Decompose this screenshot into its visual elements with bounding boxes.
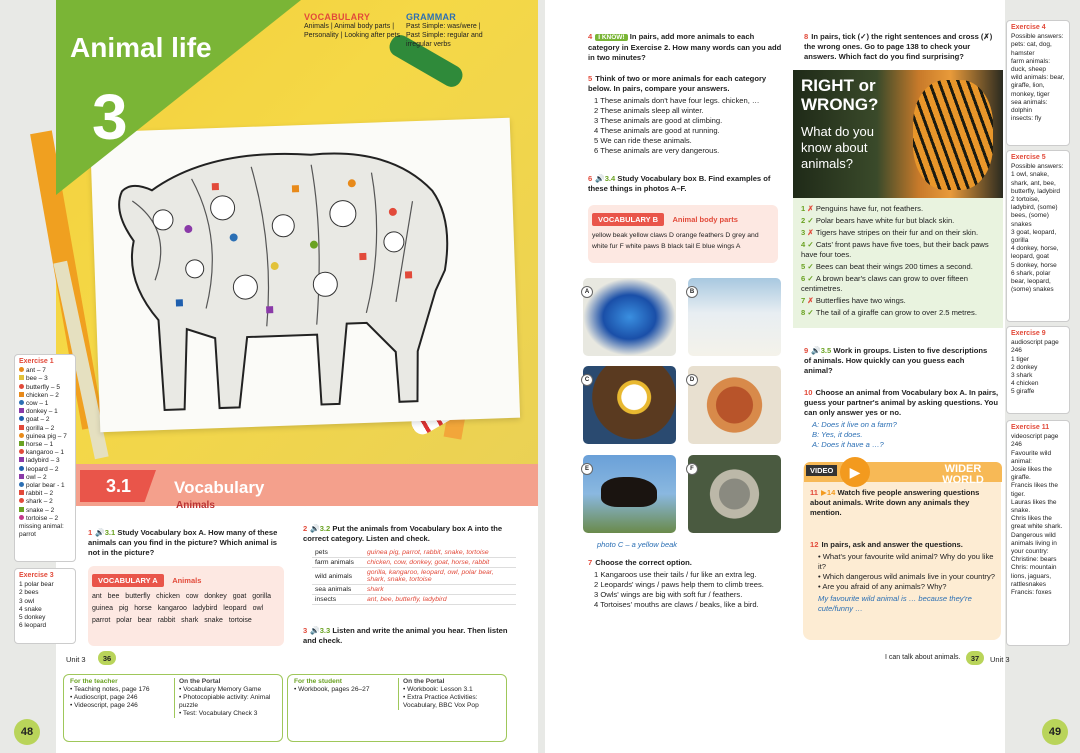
- answer-item: 4 snake: [19, 605, 42, 613]
- exercise-10: [804, 388, 1000, 450]
- exercise-instruction: In pairs, add more animals to each category in Exercise 2. How many words can you add in two minutes?: [588, 32, 782, 62]
- answer-box-exercise-5: [1006, 150, 1070, 322]
- video-icon[interactable]: ▶: [821, 488, 827, 497]
- unit-label: Unit 3: [66, 655, 86, 664]
- answer-item: Possible answers:: [1011, 33, 1064, 41]
- exercise-number: 6: [588, 174, 593, 183]
- exercise-instruction: Study Vocabulary box B. Find examples of these things in photos A–F.: [588, 174, 771, 193]
- audio-icon[interactable]: 🔊: [310, 626, 320, 635]
- play-icon[interactable]: ▶: [840, 457, 870, 487]
- exercise-8: [804, 32, 1002, 62]
- exercise-instruction: Choose an animal from Vocabulary box A. In pairs, guess your partner's animal by asking questions. You can only answer yes or no.: [804, 388, 999, 417]
- wider-world-label: WIDER WORLD: [942, 463, 984, 486]
- lesson-subtitle: Animals: [176, 500, 215, 511]
- table-row: [312, 595, 516, 605]
- exercise-number: 9: [804, 346, 809, 355]
- answer-item: Chris likes the great white shark.: [1011, 515, 1063, 531]
- exercise-number: 11: [810, 488, 819, 497]
- model-answer: My favourite wild animal is … because they're cute/funny …: [818, 594, 972, 613]
- unit-label: Unit 3: [990, 655, 1010, 664]
- audio-icon[interactable]: 🔊: [310, 524, 320, 533]
- video-label: VIDEO: [806, 465, 837, 476]
- answer-item: snake – 2: [19, 507, 71, 515]
- exercise-6: [588, 174, 786, 194]
- exercise-3: [303, 626, 508, 646]
- exercise-9: [804, 346, 994, 376]
- table-cell-answer: shark: [364, 585, 516, 595]
- exercise-instruction: Choose the correct option.: [595, 558, 692, 567]
- vocab-summary-items: Animals | Animal body parts | Personality | Looking after pets: [304, 23, 400, 39]
- table-cell-category: farm animals: [312, 558, 364, 568]
- dialog-line: B: Yes, it does.: [812, 430, 863, 439]
- category-table: [312, 548, 516, 605]
- exercise-instruction: Work in groups. Listen to five descriptions of animals. How quickly can you guess each animal?: [804, 346, 988, 375]
- lesson-number: 3.1: [106, 476, 132, 496]
- answer-box-exercise-11: [1006, 420, 1070, 646]
- color-marker: [19, 490, 24, 495]
- color-marker: [19, 449, 24, 454]
- list-item: 5 ✓ Bees can beat their wings 200 times a second.: [801, 262, 973, 271]
- color-marker: [19, 482, 24, 487]
- answer-item: 6 leopard: [19, 622, 47, 630]
- answer-item: 6 shark, polar bear, leopard, (some) snakes: [1011, 269, 1054, 294]
- footer-title: For the teacher: [70, 678, 118, 685]
- answer-item: goat – 2: [19, 416, 71, 424]
- answer-item: rabbit – 2: [19, 490, 71, 498]
- color-marker: [19, 400, 24, 405]
- answer-item: 3 shark: [1011, 372, 1033, 380]
- exercise-number: 3: [303, 626, 308, 635]
- audio-track[interactable]: 3.1: [104, 528, 116, 537]
- footer-item: • Audioscript, page 246: [70, 694, 138, 701]
- footer-item: • Test: Vocabulary Check 3: [179, 710, 258, 717]
- drawing-paper: [90, 118, 520, 432]
- i-know-badge: I KNOW!: [595, 34, 627, 41]
- list-item: 3 Owls' wings are big with soft fur / feathers.: [594, 590, 743, 599]
- exercise-instruction: Think of two or more animals for each category below. In pairs, compare your answers.: [588, 74, 767, 93]
- exercise-number: 4: [588, 32, 593, 41]
- footer-item: • Workbook, pages 26–27: [294, 686, 370, 693]
- footer-item: • Photocopiable activity: Animal puzzle: [179, 694, 271, 709]
- answer-box-exercise-3: [14, 568, 76, 644]
- exercise-5: [588, 74, 786, 156]
- teacher-page-number: 48: [14, 719, 40, 745]
- photo-caption: photo C – a yellow beak: [597, 540, 678, 549]
- answer-item: insects: fly: [1011, 115, 1042, 123]
- vocab-box-words: yellow beak yellow claws D orange feathers D grey and white fur F white paws B black tail E blue wings A: [592, 232, 759, 250]
- answer-item: sea animals: dolphin: [1011, 98, 1048, 115]
- answer-item: Christine: bears: [1011, 556, 1057, 564]
- list-item: 5 We can ride these animals.: [594, 136, 692, 145]
- vocab-box-label: VOCABULARY B: [592, 213, 664, 226]
- tiger-illustration: [913, 80, 993, 190]
- answer-item: videoscript page 246: [1011, 433, 1059, 449]
- exercise-number: 7: [588, 558, 593, 567]
- list-item: 3 These animals are good at climbing.: [594, 116, 723, 125]
- photo-label: B: [686, 286, 698, 298]
- photo-wolf: [688, 455, 781, 533]
- answer-item: farm animals: duck, sheep: [1011, 57, 1051, 74]
- color-marker: [19, 474, 24, 479]
- color-marker: [19, 433, 24, 438]
- vocabulary-box-b: [588, 205, 778, 263]
- teacher-page-number: 49: [1042, 719, 1068, 745]
- tick-icon: ✓: [807, 308, 816, 317]
- table-cell-category: sea animals: [312, 585, 364, 595]
- answer-box-exercise-9: [1006, 326, 1070, 414]
- table-cell-category: wild animals: [312, 568, 364, 585]
- student-footer: [287, 674, 507, 742]
- list-item: • Are you afraid of any animals? Why?: [818, 582, 947, 591]
- exercise-instruction: Listen and write the animal you hear. Then listen and check.: [303, 626, 508, 645]
- answer-item: gorilla – 2: [19, 425, 71, 433]
- tick-icon: ✓: [807, 216, 816, 225]
- exercise-instruction: In pairs, tick (✓) the right sentences and cross (✗) the wrong ones. Go to page 138 to check your answers. Which fact do you find surprising?: [804, 32, 993, 61]
- table-row: [312, 548, 516, 558]
- grammar-summary-items: Past Simple: was/were | Past Simple: regular and irregular verbs: [406, 23, 483, 48]
- answer-item: cow – 1: [19, 400, 71, 408]
- list-item: 6 These animals are very dangerous.: [594, 146, 720, 155]
- photo-label: F: [686, 463, 698, 475]
- answer-item: 2 tortoise, ladybird, (some) bees, (some) snakes: [1011, 196, 1058, 228]
- unit-title: Animal life: [70, 32, 212, 63]
- footer-item: • Extra Practice Activities: Vocabulary, BBC Vox Pop: [403, 694, 479, 709]
- answer-box-exercise-1: [14, 354, 76, 562]
- photo-chicken: [688, 366, 781, 444]
- list-item: 7 ✗ Butterflies have two wings.: [801, 296, 906, 305]
- exercise-instruction: Put the animals from Vocabulary box A into the correct category. Listen and check.: [303, 524, 503, 543]
- exercise-number: 5: [588, 74, 593, 83]
- answer-box-title: Exercise 11: [1011, 424, 1050, 431]
- footer-item: • Videoscript, page 246: [70, 702, 138, 709]
- exercise-number: 1: [88, 528, 93, 537]
- vocab-box-title: Animals: [172, 576, 202, 585]
- footer-title: On the Portal: [179, 678, 221, 685]
- audio-icon[interactable]: 🔊: [811, 346, 821, 355]
- answer-item: shark – 2: [19, 498, 71, 506]
- vocab-box-title: Animal body parts: [672, 215, 738, 224]
- answer-item: 5 giraffe: [1011, 388, 1035, 396]
- grammar-summary: [406, 12, 496, 49]
- answer-item: missing animal: parrot: [19, 523, 64, 539]
- cross-icon: ✗: [807, 296, 816, 305]
- footer-item: • Workbook: Lesson 3.1: [403, 686, 473, 693]
- right-or-wrong-subtitle: What do you know about animals?: [801, 124, 874, 171]
- exercise-instruction: Study Vocabulary box A. How many of these animals can you find in the picture? Which animal is not in the picture?: [88, 528, 278, 557]
- table-cell-answer: ant, bee, butterfly, ladybird: [364, 595, 516, 605]
- vocab-box-words: ant bee butterfly chicken cow donkey goat gorilla guinea pig horse kangaroo ladybird leopard owl parrot polar bear rabbit shark snake tortoise: [92, 593, 271, 624]
- can-do-statement: I can talk about animals.: [885, 654, 961, 661]
- color-marker: [19, 392, 24, 397]
- cross-icon: ✗: [807, 204, 816, 213]
- exercise-4: [588, 32, 786, 63]
- animal-collage-cow-drawing: [90, 118, 520, 432]
- list-item: 4 These animals are good at running.: [594, 126, 720, 135]
- table-cell-category: pets: [312, 548, 364, 558]
- unit-footer-left: [66, 655, 86, 664]
- list-item: 1 These animals don't have four legs. chicken, …: [594, 96, 760, 105]
- photo-horse: [583, 455, 676, 533]
- teacher-footer: [63, 674, 283, 742]
- exercise-instruction: In pairs, ask and answer the questions.: [821, 540, 963, 549]
- list-item: 8 ✓ The tail of a giraffe can grow to over 2.5 metres.: [801, 308, 977, 317]
- answer-item: owl – 2: [19, 474, 71, 482]
- photo-label: A: [581, 286, 593, 298]
- tick-icon: ✓: [807, 240, 816, 249]
- list-item: 2 These animals sleep all winter.: [594, 106, 704, 115]
- answer-item: 1 owl, snake, shark, ant, bee, butterfly, ladybird: [1011, 171, 1061, 195]
- vocabulary-box-a: [88, 566, 284, 646]
- answer-item: ladybird – 3: [19, 457, 71, 465]
- answer-box-title: Exercise 3: [19, 572, 54, 579]
- answer-item: 5 donkey, horse: [1011, 261, 1057, 269]
- answer-item: Lauras likes the snake.: [1011, 498, 1057, 515]
- answer-item: ant – 7: [19, 367, 71, 375]
- right-or-wrong-list: [793, 198, 1003, 328]
- answer-box-title: Exercise 9: [1011, 330, 1046, 337]
- exercise-12: [810, 540, 998, 614]
- answer-item: 2 donkey: [1011, 363, 1038, 371]
- book-page-number: 36: [98, 651, 116, 665]
- list-item: 6 ✓ A brown bear's claws can grow to over fifteen centimetres.: [801, 274, 968, 293]
- photo-butterfly: [583, 278, 676, 356]
- video-track[interactable]: 14: [826, 488, 836, 497]
- grammar-summary-label: GRAMMAR: [406, 12, 457, 22]
- list-item: 4 Tortoises' mouths are claws / beaks, like a bird.: [594, 600, 759, 609]
- color-marker: [19, 441, 24, 446]
- table-row: [312, 568, 516, 585]
- table-cell-answer: chicken, cow, donkey, goat, horse, rabbit: [364, 558, 516, 568]
- color-marker: [19, 375, 24, 380]
- footer-title: For the student: [294, 678, 342, 685]
- tiger-photo: [793, 70, 1003, 198]
- table-cell-answer: guinea pig, parrot, rabbit, snake, tortoise: [364, 548, 516, 558]
- vocab-summary-label: VOCABULARY: [304, 12, 371, 22]
- table-row: [312, 585, 516, 595]
- exercise-11: [810, 488, 994, 518]
- footer-title: On the Portal: [403, 678, 445, 685]
- exercise-number: 12: [810, 540, 819, 549]
- answer-item: guinea pig – 7: [19, 433, 71, 441]
- answer-item: butterfly – 5: [19, 384, 71, 392]
- audio-track[interactable]: 3.5: [820, 346, 832, 355]
- answer-item: polar bear - 1: [19, 482, 71, 490]
- audio-track[interactable]: 3.4: [604, 174, 616, 183]
- photo-label: D: [686, 374, 698, 386]
- answer-item: 5 donkey: [19, 614, 46, 622]
- cross-icon: ✗: [807, 228, 816, 237]
- color-marker: [19, 466, 24, 471]
- answer-box-title: Exercise 1: [19, 358, 54, 365]
- list-item: • Which dangerous wild animals live in your country?: [818, 572, 995, 581]
- answer-item: Francis likes the tiger.: [1011, 482, 1058, 498]
- answer-item: 3 owl: [19, 597, 35, 605]
- answer-item: donkey – 1: [19, 408, 71, 416]
- vocab-box-label: VOCABULARY A: [92, 574, 164, 587]
- list-item: 3 ✗ Tigers have stripes on their fur and on their skin.: [801, 228, 979, 237]
- answer-item: tortoise – 2: [19, 515, 71, 523]
- answer-item: wild animals: bear, giraffe, lion, monkey, tiger: [1011, 74, 1065, 98]
- photo-eagle: [583, 366, 676, 444]
- table-cell-category: insects: [312, 595, 364, 605]
- list-item: • What's your favourite wild animal? Why do you like it?: [818, 552, 994, 571]
- answer-item: chicken – 2: [19, 392, 71, 400]
- list-item: 1 Kangaroos use their tails / fur like an extra leg.: [594, 570, 757, 579]
- audio-track[interactable]: 3.2: [319, 524, 331, 533]
- answer-item: 3 goat, leopard, gorilla: [1011, 228, 1057, 245]
- exercise-number: 2: [303, 524, 308, 533]
- list-item: 2 ✓ Polar bears have white fur but black skin.: [801, 216, 955, 225]
- answer-item: Chris: mountain lions, jaguars, rattlesnakes: [1011, 564, 1057, 588]
- color-marker: [19, 507, 24, 512]
- lesson-title: Vocabulary: [174, 478, 265, 497]
- answer-item: Josie likes the giraffe.: [1011, 466, 1052, 482]
- color-marker: [19, 367, 24, 372]
- color-marker: [19, 498, 24, 503]
- answer-box-title: Exercise 4: [1011, 24, 1046, 31]
- answer-item: leopard – 2: [19, 466, 71, 474]
- color-marker: [19, 515, 24, 520]
- answer-item: Favourite wild animal:: [1011, 449, 1052, 465]
- dialog-line: A: Does it have a …?: [812, 440, 884, 449]
- vocab-summary: [304, 12, 400, 40]
- answer-item: 1 tiger: [1011, 355, 1030, 363]
- color-marker: [19, 408, 24, 413]
- footer-item: • Teaching notes, page 176: [70, 686, 150, 693]
- answer-item: 4 chicken: [1011, 380, 1039, 388]
- answer-item: 1 polar bear: [19, 581, 54, 589]
- exercise-number: 10: [804, 388, 813, 397]
- answer-item: 4 donkey, horse, leopard, goat: [1011, 245, 1059, 261]
- list-item: 1 ✗ Penguins have fur, not feathers.: [801, 204, 924, 213]
- table-cell-answer: gorilla, kangaroo, leopard, owl, polar bear, shark, snake, tortoise: [364, 568, 516, 585]
- answer-item: Dangerous wild animals living in your country:: [1011, 531, 1057, 556]
- list-item: 4 ✓ Cats' front paws have five toes, but their back paws have four toes.: [801, 240, 989, 259]
- answer-item: pets: cat, dog, hamster: [1011, 41, 1052, 57]
- table-row: [312, 558, 516, 568]
- dialog-line: A: Does it live on a farm?: [812, 420, 897, 429]
- color-marker: [19, 425, 24, 430]
- tick-icon: ✓: [807, 262, 816, 271]
- exercise-2: [303, 524, 511, 544]
- answer-item: kangaroo – 1: [19, 449, 71, 457]
- exercise-1: [88, 528, 288, 558]
- answer-box-title: Exercise 5: [1011, 154, 1046, 161]
- answer-item: horse – 1: [19, 441, 71, 449]
- tick-icon: ✓: [807, 274, 816, 283]
- exercise-7: [588, 558, 786, 610]
- unit-number: 3: [92, 81, 128, 153]
- book-page-number: 37: [966, 651, 984, 665]
- color-marker: [19, 416, 24, 421]
- photo-polar-bear: [688, 278, 781, 356]
- audio-icon[interactable]: 🔊: [95, 528, 105, 537]
- footer-item: • Vocabulary Memory Game: [179, 686, 262, 693]
- answer-item: 2 bees: [19, 589, 39, 597]
- answer-item: Possible answers:: [1011, 163, 1064, 171]
- color-marker: [19, 457, 24, 462]
- right-or-wrong-title: RIGHT or WRONG?: [801, 76, 879, 114]
- answer-item: Francis: foxes: [1011, 589, 1052, 597]
- exercise-instruction: Watch five people answering questions about animals. Write down any animals they mention.: [810, 488, 980, 517]
- answer-box-exercise-4: [1006, 20, 1070, 146]
- color-marker: [19, 384, 24, 389]
- audio-track[interactable]: 3.3: [319, 626, 331, 635]
- exercise-number: 8: [804, 32, 809, 41]
- photo-label: E: [581, 463, 593, 475]
- audio-icon[interactable]: 🔊: [595, 174, 605, 183]
- answer-item: bee – 3: [19, 375, 71, 383]
- answer-item: audioscript page 246: [1011, 339, 1059, 355]
- photo-label: C: [581, 374, 593, 386]
- list-item: 2 Leopards' wings / paws help them to climb trees.: [594, 580, 764, 589]
